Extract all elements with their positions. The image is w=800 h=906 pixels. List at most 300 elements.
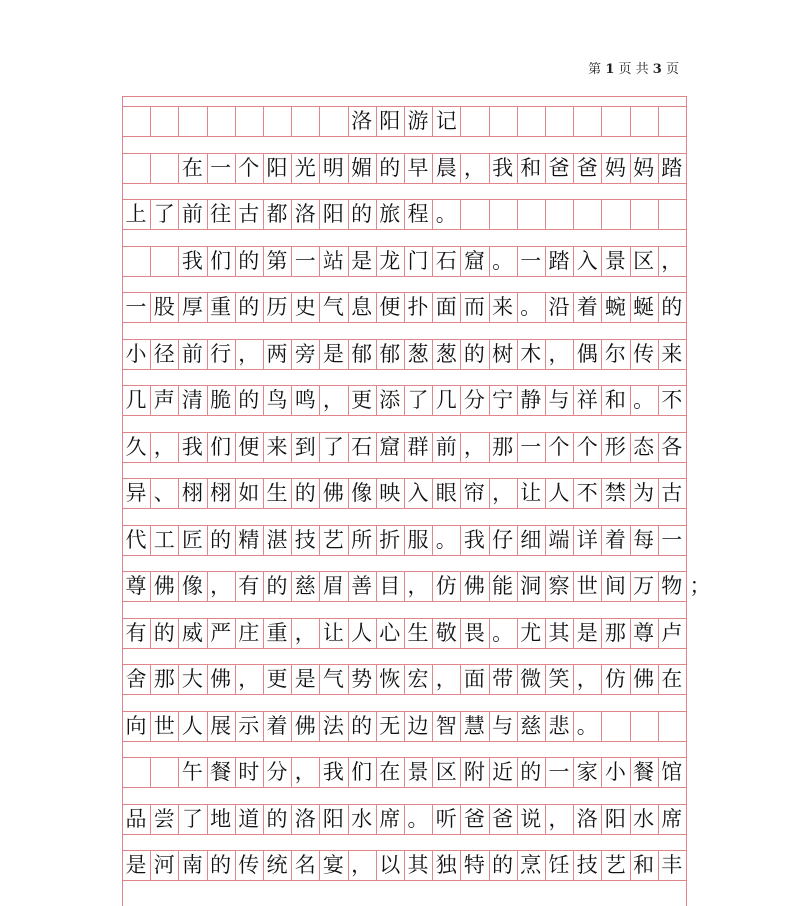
- grid-character: 智: [435, 713, 457, 738]
- grid-character: 静: [520, 388, 542, 412]
- grid-character: 独: [435, 853, 457, 877]
- page-prefix: 第: [588, 62, 602, 77]
- grid-character: 一: [294, 248, 316, 273]
- grid-character: 。: [633, 388, 655, 412]
- grid-character: 。: [576, 713, 598, 738]
- grid-character: 时: [238, 760, 260, 784]
- grid-character: 和: [604, 388, 626, 412]
- grid-cell-divider: [150, 153, 151, 183]
- grid-character: 了: [322, 434, 344, 459]
- grid-character: 态: [633, 434, 655, 459]
- grid-character: 到: [294, 434, 316, 459]
- grid-character: 水: [633, 806, 655, 831]
- grid-character: 一: [125, 295, 147, 319]
- grid-character: 尤: [520, 620, 542, 645]
- grid-character: 如: [238, 481, 260, 505]
- grid-character: 爸: [492, 806, 514, 831]
- grid-character: 站: [322, 248, 344, 273]
- grid-character: 各: [661, 434, 683, 459]
- grid-character: 庄: [238, 620, 260, 645]
- grid-character: 以: [379, 853, 401, 877]
- grid-character: 的: [238, 248, 260, 273]
- grid-character: 树: [492, 341, 514, 366]
- grid-character: 偶: [576, 341, 598, 366]
- grid-character: 我: [492, 155, 514, 180]
- grid-character: ，: [238, 341, 260, 366]
- grid-row-bottom-line: [122, 787, 686, 788]
- grid-character: 洛: [576, 806, 598, 831]
- grid-character: 是: [576, 620, 598, 645]
- grid-character: 旁: [294, 341, 316, 366]
- grid-character: 畏: [463, 620, 485, 645]
- grid-character: 蜿: [604, 295, 626, 319]
- grid-character: 祥: [576, 388, 598, 412]
- grid-character: 的: [351, 713, 373, 738]
- grid-character: 们: [210, 434, 232, 459]
- grid-character: 佛: [153, 574, 175, 598]
- grid-character: 间: [604, 574, 626, 598]
- grid-cell-divider: [601, 199, 602, 229]
- grid-cell-divider: [178, 106, 179, 136]
- grid-character: 的: [661, 295, 683, 319]
- grid-character: 让: [322, 620, 344, 645]
- grid-character: 水: [351, 806, 373, 831]
- grid-character: 名: [294, 853, 316, 877]
- grid-row-bottom-line: [122, 276, 686, 277]
- grid-character: 像: [351, 481, 373, 505]
- grid-character: 妈: [604, 155, 626, 180]
- grid-character: 的: [463, 341, 485, 366]
- grid-character: ，: [322, 388, 344, 412]
- grid-character: 是: [351, 248, 373, 273]
- grid-character: ，: [351, 853, 373, 877]
- grid-character: 异: [125, 481, 147, 505]
- grid-character: 行: [210, 341, 232, 366]
- grid-character: 折: [379, 527, 401, 552]
- grid-character: 洛: [351, 109, 373, 133]
- grid-character: ，: [548, 341, 570, 366]
- grid-character: 边: [407, 713, 429, 738]
- grid-character: 的: [210, 527, 232, 552]
- grid-character: 门: [407, 248, 429, 273]
- grid-character: 南: [181, 853, 203, 877]
- grid-character: 面: [435, 295, 457, 319]
- grid-character: 阳: [604, 806, 626, 831]
- grid-character: 记: [435, 109, 457, 133]
- grid-character: 重: [266, 620, 288, 645]
- grid-character: 往: [210, 202, 232, 226]
- grid-cell-divider: [489, 106, 490, 136]
- grid-character: 的: [492, 853, 514, 877]
- grid-cell-divider: [658, 106, 659, 136]
- grid-character: 艺: [604, 853, 626, 877]
- grid-character: 、: [153, 481, 175, 505]
- grid-character: 石: [435, 248, 457, 273]
- grid-character: 像: [181, 574, 203, 598]
- grid-character: 脆: [210, 388, 232, 412]
- grid-character: 更: [266, 667, 288, 691]
- grid-character: 席: [661, 806, 683, 831]
- grid-character: 佛: [322, 481, 344, 505]
- grid-character: 添: [379, 388, 401, 412]
- grid-character: 家: [576, 760, 598, 784]
- grid-character: 程: [407, 202, 429, 226]
- page-total-number: 3: [652, 62, 662, 77]
- grid-character: ，: [435, 667, 457, 691]
- grid-character: 在: [379, 760, 401, 784]
- grid-character: 入: [576, 248, 598, 273]
- grid-character: ，: [210, 574, 232, 598]
- grid-character: 。: [435, 527, 457, 552]
- grid-character: 的: [266, 806, 288, 831]
- grid-character: ，: [294, 620, 316, 645]
- grid-character: 尊: [125, 574, 147, 598]
- grid-character: ，: [238, 667, 260, 691]
- grid-character: ，: [407, 574, 429, 598]
- grid-character: 人: [548, 481, 570, 505]
- grid-cell-divider: [460, 199, 461, 229]
- grid-character: 仿: [604, 667, 626, 691]
- grid-character: 鸟: [266, 388, 288, 412]
- grid-character: 心: [379, 620, 401, 645]
- grid-cell-divider: [517, 106, 518, 136]
- grid-character: 便: [379, 295, 401, 319]
- grid-character: 来: [661, 341, 683, 366]
- grid-character: 葱: [407, 341, 429, 366]
- grid-character: 饪: [548, 853, 570, 877]
- grid-character: 群: [407, 434, 429, 459]
- page-middle: 页 共: [618, 62, 649, 77]
- grid-character: 我: [322, 760, 344, 784]
- grid-row-bottom-line: [122, 415, 686, 416]
- grid-character: 小: [125, 341, 147, 366]
- grid-character: 在: [661, 667, 683, 691]
- grid-character: 宁: [492, 388, 514, 412]
- grid-character: 阳: [322, 202, 344, 226]
- grid-character: 厚: [181, 295, 203, 319]
- grid-character: 都: [266, 202, 288, 226]
- grid-character: 烹: [520, 853, 542, 877]
- grid-character: 在: [181, 155, 203, 180]
- grid-row-bottom-line: [122, 508, 686, 509]
- grid-cell-divider: [319, 106, 320, 136]
- grid-character: 们: [210, 248, 232, 273]
- grid-cell-divider: [150, 106, 151, 136]
- grid-cell-divider: [545, 199, 546, 229]
- grid-row-bottom-line: [122, 369, 686, 370]
- grid-character: 展: [210, 713, 232, 738]
- grid-character: 服: [407, 527, 429, 552]
- grid-character: 息: [351, 295, 373, 319]
- grid-character: 物: [661, 574, 683, 598]
- grid-character: 久: [125, 434, 147, 459]
- grid-character: 佛: [463, 574, 485, 598]
- grid-cell-divider: [573, 199, 574, 229]
- grid-character: 映: [379, 481, 401, 505]
- grid-character: 传: [238, 853, 260, 877]
- grid-character: 和: [520, 155, 542, 180]
- grid-character: 能: [492, 574, 514, 598]
- grid-row-bottom-line: [122, 462, 686, 463]
- grid-character: 着: [604, 527, 626, 552]
- grid-character: 帘: [463, 481, 485, 505]
- grid-character: 蜒: [633, 295, 655, 319]
- grid-character: 不: [661, 388, 683, 412]
- grid-character: 河: [153, 853, 175, 877]
- grid-character: 品: [125, 806, 147, 831]
- grid-character: 洛: [294, 806, 316, 831]
- grid-character: 入: [407, 481, 429, 505]
- grid-character: 栩: [181, 481, 203, 505]
- grid-character: 湛: [266, 527, 288, 552]
- grid-character: ，: [463, 155, 485, 180]
- grid-character: 法: [322, 713, 344, 738]
- grid-character: 着: [576, 295, 598, 319]
- grid-character: 光: [294, 155, 316, 180]
- grid-row-bottom-line: [122, 555, 686, 556]
- grid-character: 景: [407, 760, 429, 784]
- grid-character: 栩: [210, 481, 232, 505]
- grid-border-right: [686, 96, 687, 906]
- grid-character: 传: [633, 341, 655, 366]
- grid-character: 。: [492, 620, 514, 645]
- grid-character: 宴: [322, 853, 344, 877]
- grid-character: ，: [492, 481, 514, 505]
- grid-character: 古: [238, 202, 260, 226]
- grid-character: 区: [435, 760, 457, 784]
- grid-character: 示: [238, 713, 260, 738]
- grid-character: 的: [266, 574, 288, 598]
- grid-cell-divider: [545, 106, 546, 136]
- grid-cell-divider: [630, 106, 631, 136]
- grid-cell-divider: [207, 106, 208, 136]
- grid-character: 慧: [463, 713, 485, 738]
- grid-character: 人: [351, 620, 373, 645]
- grid-character: 那: [604, 620, 626, 645]
- grid-character: 前: [435, 434, 457, 459]
- grid-character: 重: [210, 295, 232, 319]
- grid-character: 生: [407, 620, 429, 645]
- grid-character: ，: [661, 248, 683, 273]
- grid-row-bottom-line: [122, 601, 686, 602]
- grid-character: 佛: [210, 667, 232, 691]
- grid-cell-divider: [263, 106, 264, 136]
- grid-character: 形: [604, 434, 626, 459]
- grid-character: 端: [548, 527, 570, 552]
- grid-cell-divider: [601, 106, 602, 136]
- grid-character: 为: [633, 481, 655, 505]
- grid-character: 窟: [463, 248, 485, 273]
- grid-character: 餐: [633, 760, 655, 784]
- grid-character: 慈: [294, 574, 316, 598]
- grid-character: 有: [125, 620, 147, 645]
- grid-character: 佛: [294, 713, 316, 738]
- grid-character: 窟: [379, 434, 401, 459]
- grid-character: 更: [351, 388, 373, 412]
- grid-character: 艺: [322, 527, 344, 552]
- grid-cell-divider: [460, 106, 461, 136]
- grid-character: 细: [520, 527, 542, 552]
- grid-character: 古: [661, 481, 683, 505]
- grid-character: 的: [238, 388, 260, 412]
- grid-character: 午: [181, 760, 203, 784]
- grid-character: 微: [520, 667, 542, 691]
- grid-character: 石: [351, 434, 373, 459]
- grid-character: 仔: [492, 527, 514, 552]
- grid-character: 个: [576, 434, 598, 459]
- grid-character: 餐: [210, 760, 232, 784]
- grid-character: 道: [238, 806, 260, 831]
- grid-character: 一: [548, 760, 570, 784]
- grid-character: 匠: [181, 527, 203, 552]
- grid-character: 精: [238, 527, 260, 552]
- grid-character: 来: [492, 295, 514, 319]
- grid-cell-divider: [601, 711, 602, 741]
- grid-character: 区: [633, 248, 655, 273]
- grid-character: ，: [463, 434, 485, 459]
- grid-character: 不: [576, 481, 598, 505]
- grid-character: 宏: [407, 667, 429, 691]
- grid-character: 让: [520, 481, 542, 505]
- grid-character: ，: [294, 760, 316, 784]
- grid-character: 气: [322, 295, 344, 319]
- grid-cell-divider: [630, 199, 631, 229]
- grid-character: 眼: [435, 481, 457, 505]
- grid-character: 踏: [661, 155, 683, 180]
- grid-row-bottom-line: [122, 183, 686, 184]
- grid-character: 地: [210, 806, 232, 831]
- grid-character: 与: [492, 713, 514, 738]
- grid-character: 目: [379, 574, 401, 598]
- grid-character: 一: [210, 155, 232, 180]
- grid-cell-divider: [573, 106, 574, 136]
- grid-character: 了: [181, 806, 203, 831]
- grid-character: 游: [407, 109, 429, 133]
- grid-character: 爸: [576, 155, 598, 180]
- grid-cell-divider: [235, 106, 236, 136]
- grid-character: 便: [238, 434, 260, 459]
- grid-character: 扑: [407, 295, 429, 319]
- grid-character: 是: [125, 853, 147, 877]
- grid-character: 其: [548, 620, 570, 645]
- grid-character: 明: [322, 155, 344, 180]
- grid-character: 笑: [548, 667, 570, 691]
- grid-character: 历: [266, 295, 288, 319]
- grid-character: 无: [379, 713, 401, 738]
- grid-character: ，: [548, 806, 570, 831]
- grid-character: ；: [689, 574, 711, 598]
- grid-character: 了: [407, 388, 429, 412]
- grid-character: 景: [604, 248, 626, 273]
- grid-character: 势: [351, 667, 373, 691]
- grid-character: 敬: [435, 620, 457, 645]
- grid-character: 着: [266, 713, 288, 738]
- grid-row-bottom-line: [122, 322, 686, 323]
- grid-character: 向: [125, 713, 147, 738]
- grid-character: 带: [492, 667, 514, 691]
- grid-character: 丰: [661, 853, 683, 877]
- grid-character: 前: [181, 341, 203, 366]
- grid-character: 详: [576, 527, 598, 552]
- grid-character: 一: [520, 248, 542, 273]
- grid-character: 附: [463, 760, 485, 784]
- grid-character: 察: [548, 574, 570, 598]
- grid-character: 而: [463, 295, 485, 319]
- grid-row-bottom-line: [122, 741, 686, 742]
- grid-character: 馆: [661, 760, 683, 784]
- grid-character: 前: [181, 202, 203, 226]
- grid-character: 爸: [548, 155, 570, 180]
- grid-character: 第: [266, 248, 288, 273]
- grid-character: 是: [322, 341, 344, 366]
- grid-character: 近: [492, 760, 514, 784]
- grid-character: 阳: [266, 155, 288, 180]
- grid-character: 卢: [661, 620, 683, 645]
- grid-character: 仿: [435, 574, 457, 598]
- grid-row-bottom-line: [122, 648, 686, 649]
- grid-character: 世: [576, 574, 598, 598]
- grid-character: 悲: [548, 713, 570, 738]
- grid-character: 的: [294, 481, 316, 505]
- grid-character: 爸: [463, 806, 485, 831]
- grid-character: 特: [463, 853, 485, 877]
- grid-cell-divider: [517, 199, 518, 229]
- grid-cell-divider: [150, 757, 151, 787]
- grid-cell-divider: [150, 246, 151, 276]
- grid-character: 每: [633, 527, 655, 552]
- grid-character: 。: [407, 806, 429, 831]
- grid-character: 几: [435, 388, 457, 412]
- grid-character: 清: [181, 388, 203, 412]
- grid-character: 两: [266, 341, 288, 366]
- grid-character: 席: [379, 806, 401, 831]
- grid-character: 了: [153, 202, 175, 226]
- grid-character: 与: [548, 388, 570, 412]
- grid-character: 个: [238, 155, 260, 180]
- grid-character: 晨: [435, 155, 457, 180]
- grid-character: 径: [153, 341, 175, 366]
- grid-character: 小: [604, 760, 626, 784]
- grid-character: 上: [125, 202, 147, 226]
- grid-character: 踏: [548, 248, 570, 273]
- grid-character: 人: [181, 713, 203, 738]
- grid-character: 来: [266, 434, 288, 459]
- grid-character: 气: [322, 667, 344, 691]
- grid-character: 分: [463, 388, 485, 412]
- grid-character: 舍: [125, 667, 147, 691]
- grid-row-bottom-line: [122, 136, 686, 137]
- grid-character: 洛: [294, 202, 316, 226]
- grid-character: ，: [576, 667, 598, 691]
- grid-character: 几: [125, 388, 147, 412]
- grid-character: 一: [661, 527, 683, 552]
- grid-character: 。: [520, 295, 542, 319]
- grid-character: 禁: [604, 481, 626, 505]
- grid-character: 木: [520, 341, 542, 366]
- grid-character: 股: [153, 295, 175, 319]
- grid-character: 善: [351, 574, 373, 598]
- grid-character: 的: [238, 295, 260, 319]
- grid-character: 眉: [322, 574, 344, 598]
- grid-character: 佛: [633, 667, 655, 691]
- grid-character: 那: [492, 434, 514, 459]
- grid-character: 技: [294, 527, 316, 552]
- grid-character: ，: [153, 434, 175, 459]
- grid-character: 。: [492, 248, 514, 273]
- grid-character: 一: [520, 434, 542, 459]
- grid-row-bottom-line: [122, 880, 686, 881]
- grid-cell-divider: [658, 199, 659, 229]
